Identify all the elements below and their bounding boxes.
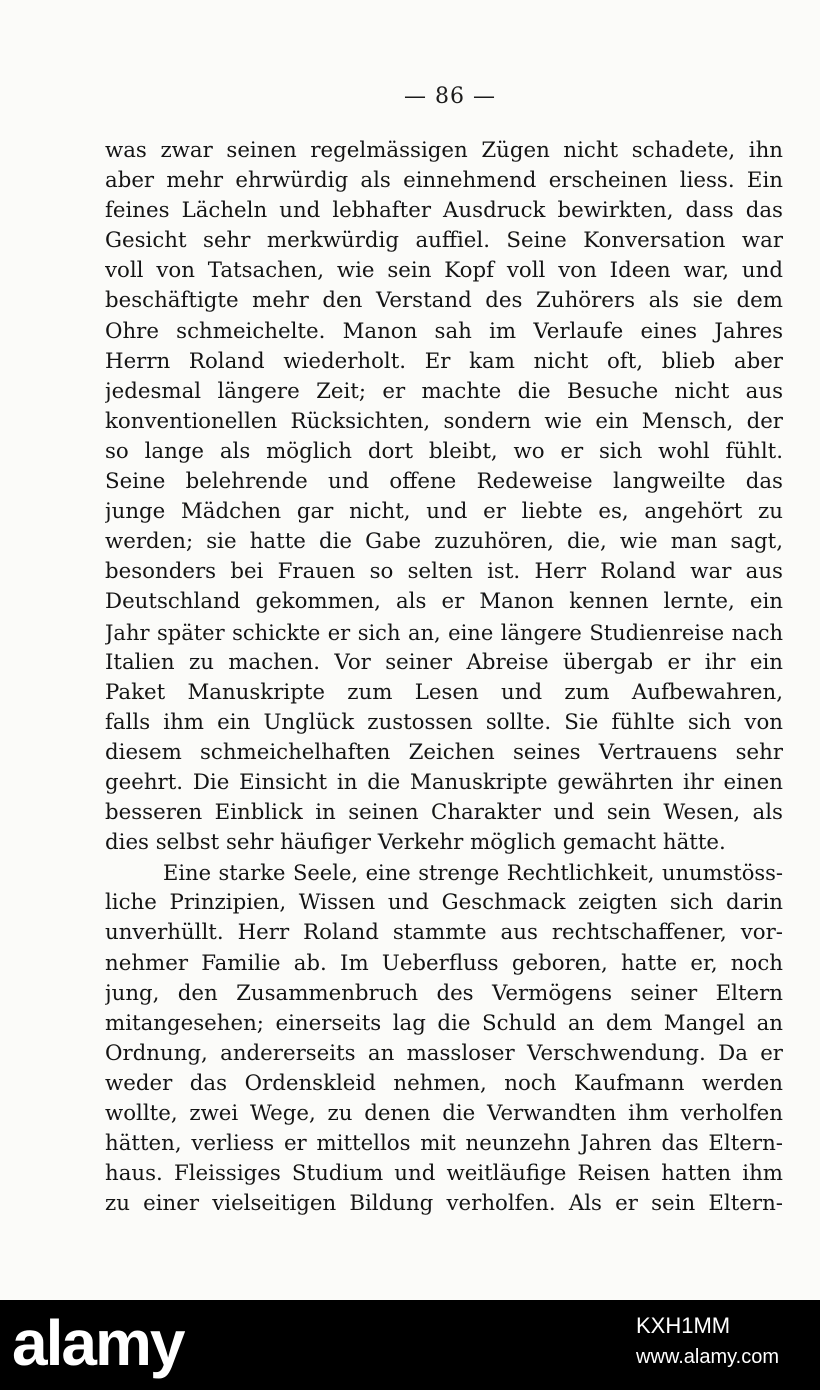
text-line: Deutschland gekommen, als er Manon kennen lernte, ein [105, 589, 783, 615]
text-line: dies selbst sehr häufiger Verkehr möglich gemacht hätte. [105, 830, 726, 856]
text-line: jedesmal längere Zeit; er machte die Besuche nicht aus [105, 378, 783, 404]
image-id: KXH1MM [636, 1313, 731, 1338]
text-line: werden; sie hatte die Gabe zuzuhören, die, wie man sagt, [105, 529, 783, 555]
text-line: jung, den Zusammenbruch des Vermögens seiner Eltern [105, 980, 783, 1006]
text-line: junge Mädchen gar nicht, und er liebte es, angehört zu [105, 499, 783, 525]
text-line: haus. Fleissiges Studium und weitläufige Reisen hatten ihm [105, 1161, 783, 1187]
page-number: — 86 — [404, 84, 496, 109]
site-url: www.alamy.com [636, 1346, 779, 1368]
text-line: was zwar seinen regelmässigen Zügen nicht schadete, ihn [105, 138, 783, 163]
text-line: liche Prinzipien, Wissen und Geschmack zeigten sich darin [105, 890, 783, 916]
text-line: konventionellen Rücksichten, sondern wie ein Mensch, der [105, 408, 783, 434]
body-text [105, 136, 783, 1219]
text-line: Herrn Roland wiederholt. Er kam nicht oft, blieb aber [105, 348, 783, 374]
text-line: zu einer vielseitigen Bildung verholfen. Als er sein Eltern- [105, 1191, 783, 1217]
text-line: beschäftigte mehr den Verstand des Zuhörers als sie dem [105, 288, 783, 314]
text-line: Ohre schmeichelte. Manon sah im Verlaufe eines Jahres [105, 318, 783, 344]
text-line: wollte, zwei Wege, zu denen die Verwandten ihm verholfen [105, 1101, 783, 1126]
text-line: falls ihm ein Unglück zustossen sollte. Sie fühlte sich von [105, 709, 783, 735]
text-line: feines Lächeln und lebhafter Ausdruck bewirkten, dass das [105, 198, 783, 224]
text-line: mitangesehen; einerseits lag die Schuld an dem Mangel an [105, 1010, 783, 1036]
text-line: besonders bei Frauen so selten ist. Herr Roland war aus [105, 559, 783, 585]
text-line: aber mehr ehrwürdig als einnehmend erscheinen liess. Ein [105, 168, 783, 194]
text-line: hätten, verliess er mittellos mit neunzehn Jahren das Eltern- [105, 1131, 783, 1157]
text-line: Paket Manuskripte zum Lesen und zum Aufbewahren, [105, 679, 783, 705]
text-line: Seine belehrende und offene Redeweise langweilte das [105, 469, 783, 495]
paragraph-start-line: Eine starke Seele, eine strenge Rechtlichkeit, unumstöss- [163, 861, 783, 886]
text-line: Gesicht sehr merkwürdig auffiel. Seine Konversation war [105, 228, 783, 254]
text-line: weder das Ordenskleid nehmen, noch Kaufmann werden [105, 1070, 783, 1096]
alamy-watermark-logo: alamy [12, 1307, 184, 1379]
text-line: voll von Tatsachen, wie sein Kopf voll von Ideen war, und [105, 258, 783, 284]
text-line: unverhüllt. Herr Roland stammte aus rechtschaffener, vor- [105, 920, 783, 946]
text-line: Jahr später schickte er sich an, eine längere Studienreise nach [105, 620, 783, 645]
text-line: Ordnung, andererseits an massloser Verschwendung. Da er [105, 1040, 783, 1066]
text-line: so lange als möglich dort bleibt, wo er sich wohl fühlt. [105, 438, 783, 464]
text-line: besseren Einblick in seinen Charakter und sein Wesen, als [105, 800, 783, 826]
text-line: Italien zu machen. Vor seiner Abreise übergab er ihr ein [105, 649, 783, 675]
text-line: diesem schmeichelhaften Zeichen seines Vertrauens sehr [105, 739, 783, 765]
text-line: geehrt. Die Einsicht in die Manuskripte gewährten ihr einen [105, 769, 783, 795]
text-line: nehmer Familie ab. Im Ueberfluss geboren, hatte er, noch [105, 950, 783, 976]
